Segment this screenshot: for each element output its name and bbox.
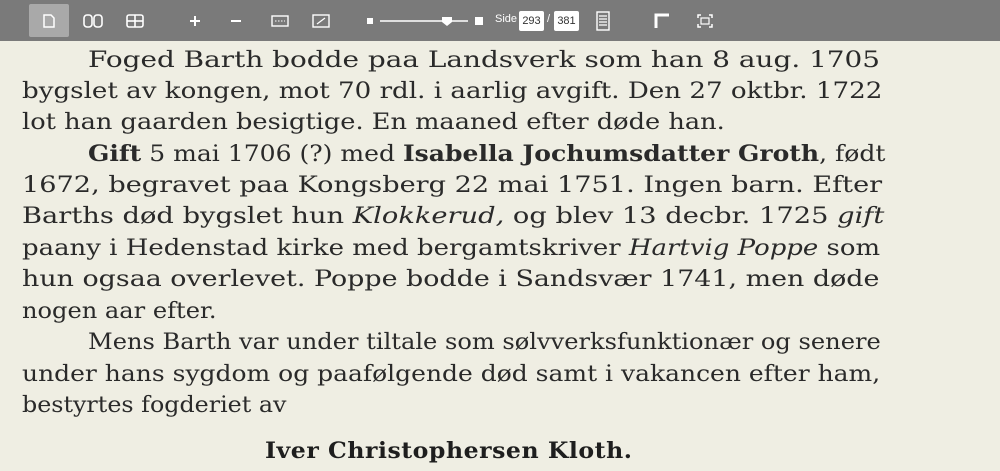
viewer-toolbar xyxy=(0,0,1000,41)
crop-button[interactable] xyxy=(642,4,682,37)
zoom-out-button[interactable] xyxy=(216,4,256,37)
fit-page-button[interactable] xyxy=(301,4,341,37)
line-7-part-2: som xyxy=(818,235,881,261)
name-hartvig-poppe: Hartvig Poppe xyxy=(628,235,819,261)
fit-width-button[interactable] xyxy=(260,4,300,37)
text-line-7 xyxy=(22,233,880,263)
minus-icon xyxy=(230,15,242,27)
fit-page-icon xyxy=(312,14,330,28)
page-label: Side xyxy=(495,13,518,25)
current-page-input[interactable]: 293 xyxy=(519,11,544,31)
text-line-9: nogen aar efter. xyxy=(22,298,217,324)
corner-icon xyxy=(654,13,670,29)
text-line-11: under hans sygdom og paafølgende død samt i vakancen efter ham, xyxy=(22,361,881,387)
section-heading: Iver Christophersen Kloth. xyxy=(265,438,633,464)
zoom-slider-max-icon xyxy=(475,17,483,25)
zoom-slider[interactable] xyxy=(364,11,490,31)
grid-icon xyxy=(126,14,144,28)
text-line-5: 1672, begravet paa Kongsberg 22 mai 1751. Ingen barn. Efter xyxy=(22,172,883,198)
fullscreen-icon xyxy=(697,14,713,28)
two-page-view-button[interactable] xyxy=(73,4,113,37)
single-page-icon xyxy=(43,14,55,28)
text-line-2: bygslet av kongen, mot 70 rdl. i aarlig avgift. Den 27 oktbr. 1722 xyxy=(22,78,883,104)
line-6-part-2: og blev 13 decbr. 1725 xyxy=(504,203,838,229)
single-page-view-button[interactable] xyxy=(29,4,69,37)
document-text-icon xyxy=(596,11,610,31)
zoom-in-button[interactable] xyxy=(175,4,215,37)
text-line-12: bestyrtes fogderiet av xyxy=(22,392,287,418)
fit-width-icon xyxy=(271,14,289,28)
marriage-date: 5 mai 1706 (?) med xyxy=(141,141,403,167)
line-6-part-1: Barths død bygslet hun xyxy=(22,203,353,229)
zoom-slider-handle xyxy=(442,17,452,26)
thumbnail-view-button[interactable] xyxy=(115,4,155,37)
text-view-button[interactable] xyxy=(583,4,623,37)
book-icon xyxy=(83,14,103,28)
place-klokkerud: Klokkerud, xyxy=(352,203,505,229)
fullscreen-button[interactable] xyxy=(685,4,725,37)
spouse-name: Isabella Jochumsdatter Groth xyxy=(402,141,820,167)
gift-italic: gift xyxy=(837,203,885,229)
zoom-slider-min-icon xyxy=(367,18,373,24)
text-line-10: Mens Barth var under tiltale som sølvverksfunktionær og senere xyxy=(88,329,881,355)
text-line-3: lot han gaarden besigtige. En maaned efter døde han. xyxy=(22,109,725,135)
text-line-8: hun ogsaa overlevet. Poppe bodde i Sandsvær 1741, men døde xyxy=(22,266,880,292)
line-7-part-1: paany i Hedenstad kirke med bergamtskriver xyxy=(22,235,629,261)
text-line-4 xyxy=(88,139,885,169)
born-text: , født xyxy=(819,141,886,167)
text-line-6 xyxy=(22,201,884,231)
plus-icon xyxy=(189,15,201,27)
gift-word: Gift xyxy=(88,141,142,167)
page-separator: / xyxy=(547,13,551,25)
text-line-1: Foged Barth bodde paa Landsverk som han 8 aug. 1705 xyxy=(88,47,881,73)
book-page xyxy=(0,41,1000,471)
total-pages: 381 xyxy=(554,11,579,31)
